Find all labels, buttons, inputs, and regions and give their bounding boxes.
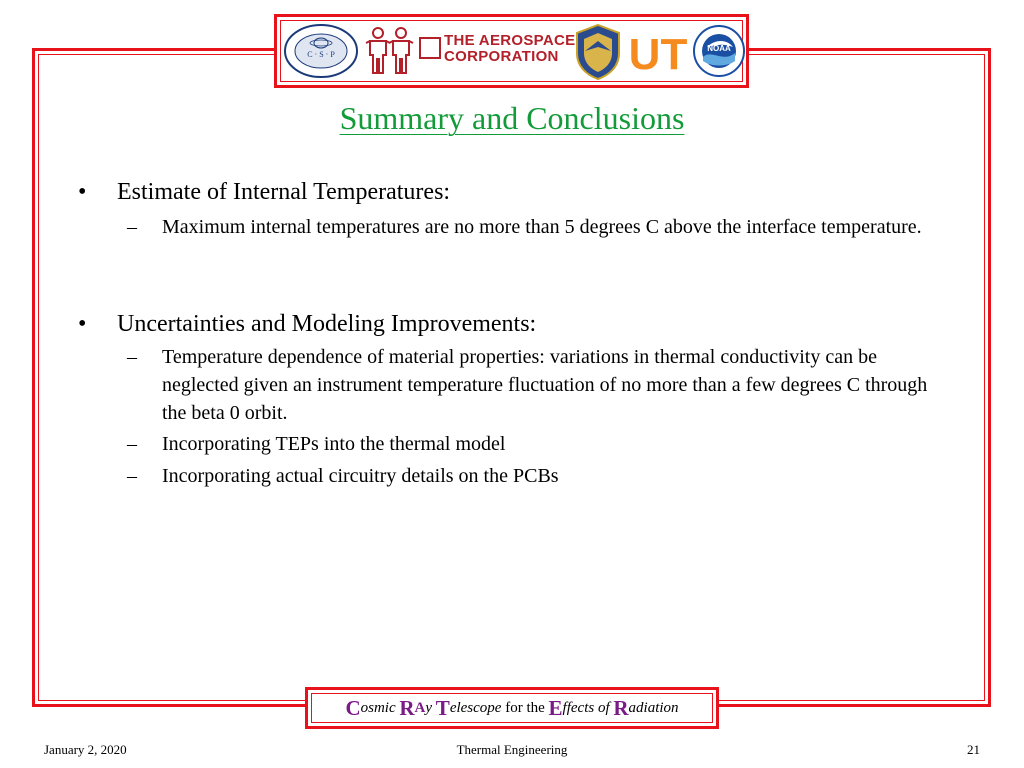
- figures-logo: [363, 25, 417, 77]
- banner-cap-r: R: [399, 695, 415, 720]
- banner-adiation: adiation: [628, 699, 679, 716]
- banner-elescope: elescope: [449, 699, 502, 716]
- air-force-shield-icon: [573, 23, 623, 81]
- footer-page-number: 21: [967, 742, 980, 757]
- sub-glyph: –: [127, 216, 137, 238]
- bullet-glyph: •: [78, 179, 87, 205]
- ut-logo-text: UT: [628, 30, 688, 77]
- banner-cap-c: C: [345, 695, 361, 720]
- footer-title: Thermal Engineering: [456, 742, 568, 757]
- banner-cap-e: E: [548, 695, 563, 720]
- noaa-logo: [693, 23, 745, 79]
- sub-glyph: –: [127, 465, 137, 487]
- logo-banner: [274, 14, 749, 88]
- noaa-logo-text: NOAA: [707, 44, 731, 53]
- banner-cap-a: A: [414, 699, 426, 716]
- crater-banner-inner: [311, 693, 713, 723]
- banner-for-the: for the: [505, 699, 545, 716]
- banner-cap-r2: R: [613, 695, 629, 720]
- banner-osmic: osmic: [360, 699, 396, 716]
- ut-logo: [627, 27, 689, 77]
- banner-cap-t: T: [435, 695, 450, 720]
- footer-date: January 2, 2020: [44, 742, 127, 757]
- csp-logo-text: C · S · P: [307, 50, 335, 59]
- bullet-glyph: •: [78, 311, 87, 337]
- bullet-2-sub-1-text: Temperature dependence of material properties: variations in thermal conductivity can be neglected given an instrument temperature fluctuation of no more than a few degrees C through the beta 0 orbit.: [162, 346, 928, 424]
- slide-title: Summary and Conclusions: [339, 100, 685, 136]
- aerospace-line1: THE AEROSPACE: [444, 32, 576, 49]
- bullet-2-sub-2-text: Incorporating TEPs into the thermal model: [162, 433, 506, 455]
- aerospace-mark-icon: [419, 37, 441, 59]
- sub-glyph: –: [127, 433, 137, 455]
- bullet-2-text: Uncertainties and Modeling Improvements:: [117, 311, 537, 337]
- bullet-2-sub-3-text: Incorporating actual circuitry details on the PCBs: [162, 465, 559, 487]
- sub-glyph: –: [127, 346, 137, 368]
- banner-ffects-of: ffects of: [562, 699, 610, 716]
- csp-logo: [283, 23, 359, 79]
- aerospace-logo: [419, 31, 576, 69]
- bullet-1-sub-1-text: Maximum internal temperatures are no more than 5 degrees C above the interface temperature.: [162, 216, 922, 238]
- bullet-1-text: Estimate of Internal Temperatures:: [117, 179, 451, 205]
- aerospace-line2: CORPORATION: [444, 48, 559, 65]
- crater-banner: [305, 687, 719, 729]
- banner-y: y: [425, 699, 433, 716]
